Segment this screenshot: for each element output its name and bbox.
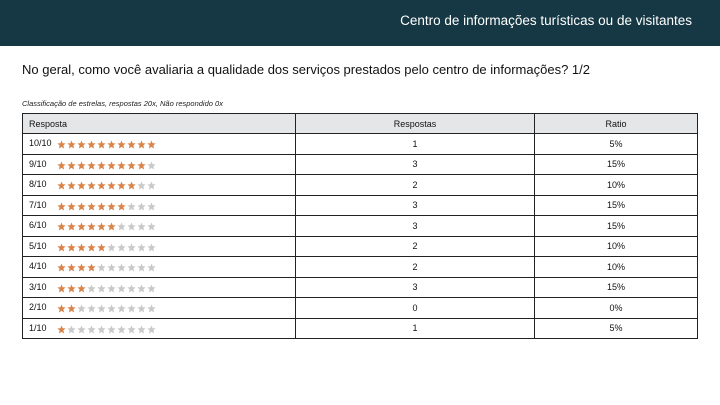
star-empty-icon xyxy=(137,243,146,252)
star-empty-icon xyxy=(117,304,126,313)
star-empty-icon xyxy=(77,304,86,313)
star-empty-icon xyxy=(117,284,126,293)
response-count: 3 xyxy=(296,216,535,237)
star-rating xyxy=(57,221,157,231)
star-rating xyxy=(57,303,157,313)
rating-cell xyxy=(23,175,296,196)
table-row xyxy=(23,257,698,278)
rating-label: 4/10 xyxy=(29,261,47,272)
star-filled-icon xyxy=(87,140,96,149)
results-table xyxy=(22,113,698,339)
response-count: 0 xyxy=(296,298,535,319)
star-filled-icon xyxy=(147,140,156,149)
response-count: 2 xyxy=(296,257,535,278)
response-ratio: 15% xyxy=(535,216,698,237)
star-filled-icon xyxy=(57,263,66,272)
rating-cell xyxy=(23,134,296,155)
star-filled-icon xyxy=(97,243,106,252)
star-empty-icon xyxy=(87,304,96,313)
rating-label: 6/10 xyxy=(29,220,47,231)
star-empty-icon xyxy=(107,304,116,313)
column-header-resposta: Resposta xyxy=(23,114,296,134)
star-empty-icon xyxy=(77,325,86,334)
star-empty-icon xyxy=(97,304,106,313)
star-rating xyxy=(57,282,157,292)
star-empty-icon xyxy=(127,284,136,293)
star-filled-icon xyxy=(117,161,126,170)
star-empty-icon xyxy=(137,181,146,190)
star-filled-icon xyxy=(137,140,146,149)
star-empty-icon xyxy=(137,222,146,231)
star-filled-icon xyxy=(87,263,96,272)
star-filled-icon xyxy=(57,140,66,149)
star-rating xyxy=(57,159,157,169)
star-empty-icon xyxy=(137,325,146,334)
star-filled-icon xyxy=(87,222,96,231)
response-ratio: 15% xyxy=(535,277,698,298)
star-empty-icon xyxy=(127,325,136,334)
response-ratio: 10% xyxy=(535,236,698,257)
star-filled-icon xyxy=(117,181,126,190)
star-filled-icon xyxy=(77,140,86,149)
response-ratio: 10% xyxy=(535,257,698,278)
response-ratio: 0% xyxy=(535,298,698,319)
page-title: Centro de informações turísticas ou de visitantes xyxy=(400,13,692,28)
response-ratio: 10% xyxy=(535,175,698,196)
star-filled-icon xyxy=(57,284,66,293)
response-count: 1 xyxy=(296,134,535,155)
star-filled-icon xyxy=(57,243,66,252)
star-empty-icon xyxy=(117,243,126,252)
star-empty-icon xyxy=(137,202,146,211)
star-filled-icon xyxy=(77,222,86,231)
star-filled-icon xyxy=(77,284,86,293)
rating-cell xyxy=(23,195,296,216)
star-filled-icon xyxy=(57,202,66,211)
table-row xyxy=(23,216,698,237)
star-filled-icon xyxy=(117,202,126,211)
response-ratio: 5% xyxy=(535,134,698,155)
rating-cell xyxy=(23,298,296,319)
subtitle-text: Classificação de estrelas, respostas 20x, Não respondido 0x xyxy=(22,99,223,108)
star-empty-icon xyxy=(107,325,116,334)
rating-label: 8/10 xyxy=(29,179,47,190)
rating-cell xyxy=(23,236,296,257)
star-filled-icon xyxy=(67,181,76,190)
star-empty-icon xyxy=(97,284,106,293)
star-empty-icon xyxy=(147,284,156,293)
table-row xyxy=(23,175,698,196)
star-filled-icon xyxy=(117,140,126,149)
star-empty-icon xyxy=(137,263,146,272)
star-filled-icon xyxy=(127,161,136,170)
column-header-ratio: Ratio xyxy=(535,114,698,134)
rating-label: 10/10 xyxy=(29,138,52,149)
star-filled-icon xyxy=(67,222,76,231)
rating-label: 5/10 xyxy=(29,240,47,251)
star-filled-icon xyxy=(57,161,66,170)
star-empty-icon xyxy=(147,304,156,313)
star-empty-icon xyxy=(107,243,116,252)
star-filled-icon xyxy=(67,263,76,272)
table-row xyxy=(23,277,698,298)
star-empty-icon xyxy=(147,202,156,211)
star-filled-icon xyxy=(87,243,96,252)
star-empty-icon xyxy=(107,284,116,293)
star-filled-icon xyxy=(87,181,96,190)
star-filled-icon xyxy=(97,202,106,211)
star-filled-icon xyxy=(137,161,146,170)
star-filled-icon xyxy=(97,181,106,190)
star-filled-icon xyxy=(77,263,86,272)
response-count: 2 xyxy=(296,175,535,196)
star-empty-icon xyxy=(97,263,106,272)
question-text: No geral, como você avaliaria a qualidade dos serviços prestados pelo centro de informações? 1/2 xyxy=(22,62,590,77)
star-empty-icon xyxy=(147,222,156,231)
star-rating xyxy=(57,139,157,149)
response-count: 2 xyxy=(296,236,535,257)
star-empty-icon xyxy=(127,243,136,252)
star-empty-icon xyxy=(147,263,156,272)
rating-cell xyxy=(23,257,296,278)
star-empty-icon xyxy=(117,222,126,231)
star-filled-icon xyxy=(67,243,76,252)
star-empty-icon xyxy=(137,304,146,313)
star-filled-icon xyxy=(77,243,86,252)
table-row xyxy=(23,195,698,216)
rating-cell xyxy=(23,277,296,298)
star-empty-icon xyxy=(147,181,156,190)
star-empty-icon xyxy=(87,325,96,334)
star-filled-icon xyxy=(67,161,76,170)
table-row xyxy=(23,298,698,319)
star-filled-icon xyxy=(57,181,66,190)
star-filled-icon xyxy=(87,161,96,170)
star-empty-icon xyxy=(97,325,106,334)
star-empty-icon xyxy=(127,304,136,313)
star-empty-icon xyxy=(117,325,126,334)
star-filled-icon xyxy=(107,140,116,149)
rating-label: 2/10 xyxy=(29,302,47,313)
rating-cell xyxy=(23,216,296,237)
response-count: 3 xyxy=(296,154,535,175)
star-filled-icon xyxy=(127,181,136,190)
star-rating xyxy=(57,262,157,272)
star-empty-icon xyxy=(117,263,126,272)
star-filled-icon xyxy=(127,140,136,149)
star-filled-icon xyxy=(57,222,66,231)
star-empty-icon xyxy=(147,325,156,334)
rating-label: 9/10 xyxy=(29,158,47,169)
star-rating xyxy=(57,323,157,333)
star-empty-icon xyxy=(67,325,76,334)
star-filled-icon xyxy=(67,284,76,293)
star-empty-icon xyxy=(147,243,156,252)
star-rating xyxy=(57,241,157,251)
star-empty-icon xyxy=(107,263,116,272)
response-count: 3 xyxy=(296,195,535,216)
table-row xyxy=(23,318,698,339)
rating-cell xyxy=(23,318,296,339)
star-filled-icon xyxy=(67,140,76,149)
star-rating xyxy=(57,200,157,210)
response-count: 3 xyxy=(296,277,535,298)
star-empty-icon xyxy=(127,202,136,211)
response-ratio: 15% xyxy=(535,195,698,216)
header-bar xyxy=(0,0,720,46)
star-filled-icon xyxy=(77,161,86,170)
rating-label: 1/10 xyxy=(29,322,47,333)
star-filled-icon xyxy=(107,181,116,190)
star-filled-icon xyxy=(67,304,76,313)
table-row xyxy=(23,154,698,175)
star-filled-icon xyxy=(67,202,76,211)
star-empty-icon xyxy=(127,222,136,231)
star-filled-icon xyxy=(57,304,66,313)
table-header-row xyxy=(23,114,698,134)
rating-label: 7/10 xyxy=(29,199,47,210)
column-header-respostas: Respostas xyxy=(296,114,535,134)
table-body xyxy=(23,134,698,339)
star-empty-icon xyxy=(137,284,146,293)
star-filled-icon xyxy=(107,202,116,211)
star-filled-icon xyxy=(77,181,86,190)
star-filled-icon xyxy=(57,325,66,334)
star-filled-icon xyxy=(97,140,106,149)
star-empty-icon xyxy=(127,263,136,272)
star-empty-icon xyxy=(87,284,96,293)
star-empty-icon xyxy=(147,161,156,170)
star-filled-icon xyxy=(97,222,106,231)
response-ratio: 15% xyxy=(535,154,698,175)
star-filled-icon xyxy=(107,161,116,170)
rating-cell xyxy=(23,154,296,175)
table-row xyxy=(23,134,698,155)
star-rating xyxy=(57,180,157,190)
response-count: 1 xyxy=(296,318,535,339)
response-ratio: 5% xyxy=(535,318,698,339)
star-filled-icon xyxy=(87,202,96,211)
table-row xyxy=(23,236,698,257)
star-filled-icon xyxy=(97,161,106,170)
rating-label: 3/10 xyxy=(29,281,47,292)
star-filled-icon xyxy=(107,222,116,231)
star-filled-icon xyxy=(77,202,86,211)
